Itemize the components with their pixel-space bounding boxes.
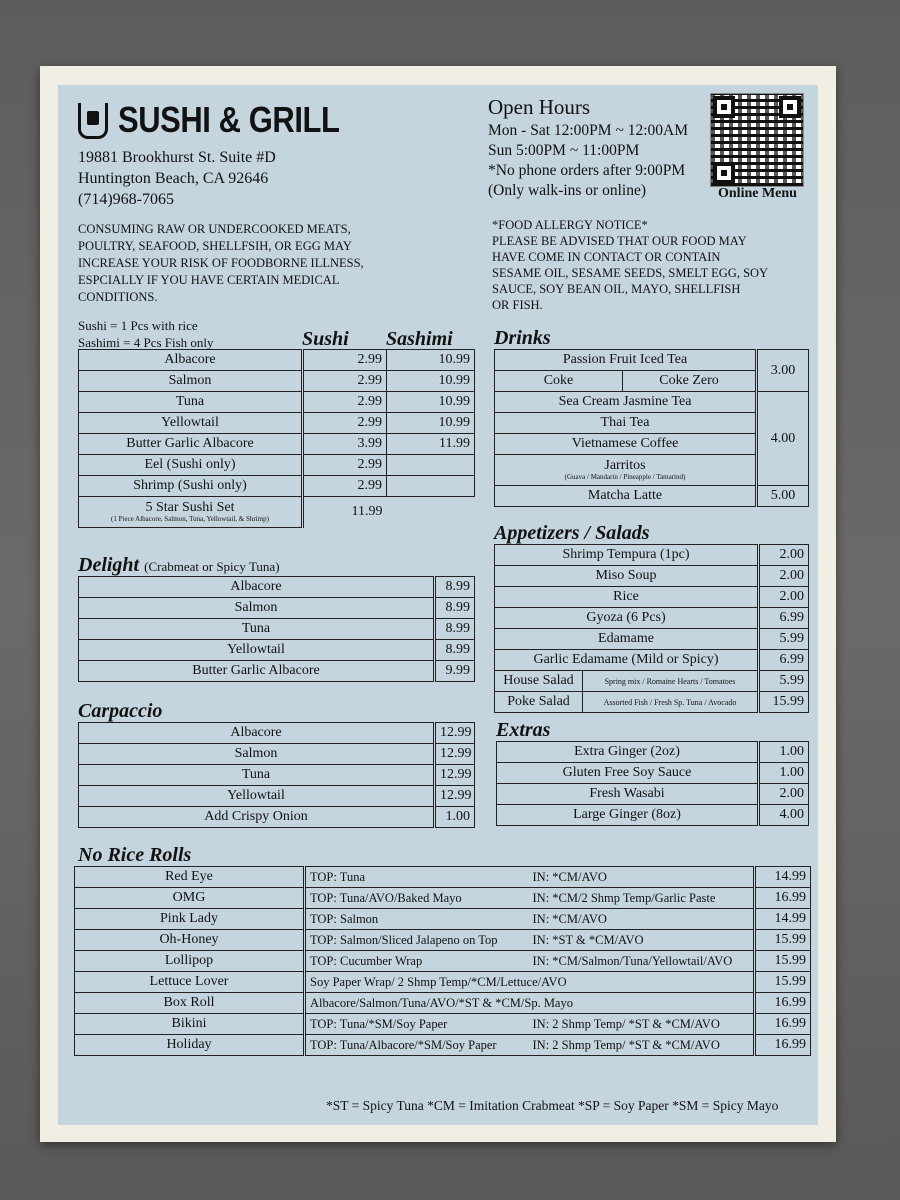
item-price: 5.99 xyxy=(759,671,809,692)
item-price: 12.99 xyxy=(435,744,475,765)
item-name: Butter Garlic Albacore xyxy=(79,434,303,455)
item-price: 2.00 xyxy=(759,784,809,805)
table-row xyxy=(79,476,475,497)
address-line: 19881 Brookhurst St. Suite #D xyxy=(78,149,276,166)
roll-in: IN: *CM/Salmon/Tuna/Yellowtail/AVO xyxy=(529,951,755,972)
table-row xyxy=(79,619,475,640)
item-name: Passion Fruit Iced Tea xyxy=(495,350,757,371)
table-row xyxy=(495,608,809,629)
qr-code-icon[interactable] xyxy=(710,93,804,187)
item-price: 6.99 xyxy=(759,650,809,671)
sashimi-price: 10.99 xyxy=(387,413,475,434)
appetizers-title: Appetizers / Salads xyxy=(494,522,650,544)
hours-title: Open Hours xyxy=(488,95,591,119)
roll-name: Holiday xyxy=(75,1035,305,1056)
roll-top: TOP: Salmon xyxy=(305,909,529,930)
table-row xyxy=(79,434,475,455)
item-name: Tuna xyxy=(79,619,435,640)
roll-price: 15.99 xyxy=(755,951,811,972)
item-name: Large Ginger (8oz) xyxy=(497,805,759,826)
table-row xyxy=(495,692,809,713)
item-price: 12.99 xyxy=(435,723,475,744)
table-row xyxy=(79,723,475,744)
item-name: Shrimp (Sushi only) xyxy=(79,476,303,497)
empty-cell xyxy=(387,497,475,528)
item-price: 5.99 xyxy=(759,629,809,650)
item-price: 2.00 xyxy=(759,587,809,608)
roll-in: IN: *CM/2 Shmp Temp/Garlic Paste xyxy=(529,888,755,909)
restaurant-name: SUSHI & GRILL xyxy=(118,99,340,140)
table-row xyxy=(75,993,811,1014)
item-price: 4.00 xyxy=(759,805,809,826)
table-row xyxy=(79,413,475,434)
sushi-price: 2.99 xyxy=(303,371,387,392)
table-row xyxy=(495,587,809,608)
item-price: 6.99 xyxy=(759,608,809,629)
table-row xyxy=(79,371,475,392)
table-row xyxy=(495,671,809,692)
rolls-title: No Rice Rolls xyxy=(78,844,192,866)
item-price: 2.00 xyxy=(759,566,809,587)
roll-name: Lollipop xyxy=(75,951,305,972)
table-row xyxy=(75,888,811,909)
hours-list xyxy=(488,121,688,201)
item-price: 8.99 xyxy=(435,640,475,661)
table-row xyxy=(79,765,475,786)
sushi-price: 2.99 xyxy=(303,350,387,371)
table-row xyxy=(79,598,475,619)
item-price: 9.99 xyxy=(435,661,475,682)
roll-top: TOP: Tuna/Albacore/*SM/Soy Paper xyxy=(305,1035,529,1056)
item-name: Yellowtail xyxy=(79,640,435,661)
roll-name: Pink Lady xyxy=(75,909,305,930)
table-row xyxy=(79,577,475,598)
set-name: 5 Star Sushi Set xyxy=(145,500,235,515)
carpaccio-table xyxy=(78,722,475,828)
table-row xyxy=(497,742,809,763)
item-name: Albacore xyxy=(79,577,435,598)
table-row xyxy=(79,786,475,807)
item-name: Add Crispy Onion xyxy=(79,807,435,828)
table-row xyxy=(495,629,809,650)
item-name: Butter Garlic Albacore xyxy=(79,661,435,682)
extras-table xyxy=(496,741,809,826)
item-price: 8.99 xyxy=(435,598,475,619)
item-price: 12.99 xyxy=(435,786,475,807)
set-note: (1 Piece Albacore, Salmon, Tuna, Yellowtail, & Shrimp) xyxy=(111,515,269,523)
roll-in: IN: *CM/AVO xyxy=(529,867,755,888)
roll-price: 16.99 xyxy=(755,888,811,909)
allergy-line: SESAME OIL, SESAME SEEDS, SMELT EGG, SOY xyxy=(492,266,769,280)
item-name xyxy=(495,455,757,486)
item-name: Eel (Sushi only) xyxy=(79,455,303,476)
table-row xyxy=(495,545,809,566)
table-row xyxy=(75,972,811,993)
item-name: Thai Tea xyxy=(495,413,757,434)
jarritos-flavors: (Guava / Mandarin / Pineapple / Tamarind) xyxy=(564,473,686,481)
jarritos-name: Jarritos xyxy=(604,458,646,473)
abbreviation-legend: *ST = Spicy Tuna *CM = Imitation Crabmeat *SP = Soy Paper *SM = Spicy Mayo xyxy=(326,1098,779,1113)
item-name xyxy=(79,497,303,528)
roll-price: 16.99 xyxy=(755,1035,811,1056)
roll-in: IN: *ST & *CM/AVO xyxy=(529,930,755,951)
roll-in: IN: 2 Shmp Temp/ *ST & *CM/AVO xyxy=(529,1014,755,1035)
item-name: Shrimp Tempura (1pc) xyxy=(495,545,759,566)
allergy-line: OR FISH. xyxy=(492,298,543,312)
item-name: Extra Ginger (2oz) xyxy=(497,742,759,763)
item-name: Albacore xyxy=(79,723,435,744)
roll-description: Soy Paper Wrap/ 2 Shmp Temp/*CM/Lettuce/AVO xyxy=(305,972,755,993)
sashimi-column-title: Sashimi xyxy=(386,328,453,350)
item-name: Coke Zero xyxy=(623,371,757,392)
roll-in: IN: *CM/AVO xyxy=(529,909,755,930)
hours-line: (Only walk-ins or online) xyxy=(488,182,646,199)
item-name: Salmon xyxy=(79,744,435,765)
sashimi-price: 10.99 xyxy=(387,392,475,413)
roll-price: 14.99 xyxy=(755,867,811,888)
hours-line: Mon - Sat 12:00PM ~ 12:00AM xyxy=(488,122,689,139)
sashimi-price xyxy=(387,455,475,476)
sashimi-key-line: Sashimi = 4 Pcs Fish only xyxy=(78,335,214,350)
item-name: Coke xyxy=(495,371,623,392)
set-price: 11.99 xyxy=(351,504,383,520)
roll-name: Lettuce Lover xyxy=(75,972,305,993)
roll-name: Red Eye xyxy=(75,867,305,888)
extras-title: Extras xyxy=(496,719,551,741)
item-name: House Salad xyxy=(495,671,583,692)
table-row xyxy=(495,392,809,413)
table-row xyxy=(79,640,475,661)
sashimi-price: 10.99 xyxy=(387,371,475,392)
item-name: Poke Salad xyxy=(495,692,583,713)
roll-name: Oh-Honey xyxy=(75,930,305,951)
item-name: Matcha Latte xyxy=(495,486,757,507)
table-row xyxy=(75,909,811,930)
item-name: Tuna xyxy=(79,765,435,786)
table-row xyxy=(75,951,811,972)
sushi-key-line: Sushi = 1 Pcs with rice xyxy=(78,318,198,333)
delight-table xyxy=(78,576,475,682)
allergy-line: *FOOD ALLERGY NOTICE* xyxy=(492,218,648,232)
table-row xyxy=(495,486,809,507)
item-name: Miso Soup xyxy=(495,566,759,587)
sushi-price: 3.99 xyxy=(303,434,387,455)
item-note: Assorted Fish / Fresh Sp. Tuna / Avocado xyxy=(583,692,759,713)
table-row xyxy=(75,1014,811,1035)
item-price: 1.00 xyxy=(759,742,809,763)
sushi-price: 2.99 xyxy=(303,476,387,497)
allergy-line: PLEASE BE ADVISED THAT OUR FOOD MAY xyxy=(492,234,747,248)
item-name: Edamame xyxy=(495,629,759,650)
allergy-notice xyxy=(492,217,812,313)
table-row xyxy=(79,744,475,765)
sushi-price: 2.99 xyxy=(303,455,387,476)
drinks-title: Drinks xyxy=(494,327,551,349)
sushi-price: 2.99 xyxy=(303,413,387,434)
item-name: Gyoza (6 Pcs) xyxy=(495,608,759,629)
roll-price: 16.99 xyxy=(755,993,811,1014)
hours-line: *No phone orders after 9:00PM xyxy=(488,162,686,179)
roll-name: Box Roll xyxy=(75,993,305,1014)
item-price: 3.00 xyxy=(757,350,809,392)
allergy-line: HAVE COME IN CONTACT OR CONTAIN xyxy=(492,250,721,264)
phone-number: (714)968-7065 xyxy=(78,191,174,208)
item-price: 5.00 xyxy=(757,486,809,507)
consumption-warning: CONSUMING RAW OR UNDERCOOKED MEATS, POULTRY, SEAFOOD, SHELLFSIH, OR EGG MAY INCREASE YOUR RISK OF FOODBORNE ILLNESS, ESPCIALLY IF YOU HAVE CERTAIN MEDICAL CONDITIONS. xyxy=(78,222,364,304)
roll-name: Bikini xyxy=(75,1014,305,1035)
qr-label: Online Menu xyxy=(718,186,797,201)
item-price: 2.00 xyxy=(759,545,809,566)
sushi-key xyxy=(78,317,214,351)
item-price: 4.00 xyxy=(757,392,809,486)
roll-top: TOP: Tuna/*SM/Soy Paper xyxy=(305,1014,529,1035)
roll-name: OMG xyxy=(75,888,305,909)
item-name: Rice xyxy=(495,587,759,608)
sushi-price: 2.99 xyxy=(303,392,387,413)
roll-top: TOP: Cucumber Wrap xyxy=(305,951,529,972)
sashimi-price xyxy=(387,476,475,497)
table-row xyxy=(79,807,475,828)
sushi-table xyxy=(78,349,475,528)
menu-sheet xyxy=(58,85,818,1125)
delight-heading: Delight xyxy=(78,554,140,576)
sashimi-price: 11.99 xyxy=(387,434,475,455)
city-line: Huntington Beach, CA 92646 xyxy=(78,170,269,187)
item-price: 8.99 xyxy=(435,577,475,598)
table-row xyxy=(79,392,475,413)
roll-price: 15.99 xyxy=(755,930,811,951)
roll-in: IN: 2 Shmp Temp/ *ST & *CM/AVO xyxy=(529,1035,755,1056)
table-row xyxy=(79,661,475,682)
appetizers-table xyxy=(494,544,809,713)
carpaccio-title: Carpaccio xyxy=(78,700,163,722)
table-row xyxy=(75,867,811,888)
restaurant-logo-icon xyxy=(78,103,108,139)
item-name: Gluten Free Soy Sauce xyxy=(497,763,759,784)
item-name: Fresh Wasabi xyxy=(497,784,759,805)
roll-price: 14.99 xyxy=(755,909,811,930)
table-row xyxy=(495,650,809,671)
item-name: Sea Cream Jasmine Tea xyxy=(495,392,757,413)
item-name: Yellowtail xyxy=(79,413,303,434)
item-price: 1.00 xyxy=(435,807,475,828)
item-name: Salmon xyxy=(79,598,435,619)
delight-subtitle: (Crabmeat or Spicy Tuna) xyxy=(144,559,280,574)
item-price: 12.99 xyxy=(435,765,475,786)
table-row xyxy=(495,350,809,371)
menu-paper xyxy=(40,66,836,1142)
item-name: Vietnamese Coffee xyxy=(495,434,757,455)
item-price: 1.00 xyxy=(759,763,809,784)
table-row xyxy=(79,497,475,528)
roll-price: 16.99 xyxy=(755,1014,811,1035)
table-row xyxy=(497,763,809,784)
item-name: Salmon xyxy=(79,371,303,392)
address-block xyxy=(78,147,276,210)
item-price: 8.99 xyxy=(435,619,475,640)
roll-top: TOP: Tuna/AVO/Baked Mayo xyxy=(305,888,529,909)
table-row xyxy=(495,566,809,587)
roll-description: Albacore/Salmon/Tuna/AVO/*ST & *CM/Sp. Mayo xyxy=(305,993,755,1014)
item-name: Albacore xyxy=(79,350,303,371)
item-name: Garlic Edamame (Mild or Spicy) xyxy=(495,650,759,671)
rolls-table xyxy=(74,866,811,1056)
allergy-line: SAUCE, SOY BEAN OIL, MAYO, SHELLFISH xyxy=(492,282,741,296)
table-row xyxy=(75,1035,811,1056)
roll-top: TOP: Tuna xyxy=(305,867,529,888)
drinks-table xyxy=(494,349,809,507)
sashimi-price: 10.99 xyxy=(387,350,475,371)
table-row xyxy=(75,930,811,951)
table-row xyxy=(79,455,475,476)
item-name: Yellowtail xyxy=(79,786,435,807)
sushi-column-title: Sushi xyxy=(302,328,349,350)
table-row xyxy=(497,784,809,805)
item-note: Spring mix / Romaine Hearts / Tomatoes xyxy=(583,671,759,692)
table-row xyxy=(79,350,475,371)
item-price: 15.99 xyxy=(759,692,809,713)
hours-line: Sun 5:00PM ~ 11:00PM xyxy=(488,142,640,159)
delight-title xyxy=(78,554,280,577)
roll-top: TOP: Salmon/Sliced Jalapeno on Top xyxy=(305,930,529,951)
table-row xyxy=(497,805,809,826)
roll-price: 15.99 xyxy=(755,972,811,993)
item-name: Tuna xyxy=(79,392,303,413)
